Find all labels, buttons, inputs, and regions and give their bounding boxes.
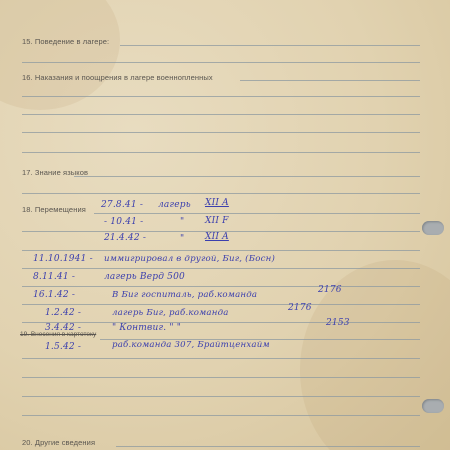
transfer-place: лагерь	[158, 200, 191, 210]
transfer-date: - 10.41 -	[104, 217, 144, 227]
entry-text: В Биг госпиталь, раб.команда	[112, 290, 258, 300]
form-line	[22, 322, 420, 323]
form-line	[22, 62, 420, 63]
entry-text: раб.команда 307, Брайтценхайм	[112, 340, 270, 350]
field-17-label: 17. Знание языков	[22, 168, 89, 177]
transfer-date: 27.8.41 -	[101, 200, 144, 210]
field-16-label: 16. Наказания и поощрения в лагере военнопленных	[22, 73, 213, 82]
form-line	[22, 268, 420, 269]
transfer-place: "	[180, 234, 185, 244]
form-line	[22, 114, 420, 115]
form-line	[22, 396, 420, 397]
transfer-camp: XII A	[205, 232, 229, 242]
form-line	[22, 250, 420, 251]
entry-date: 3.4.42 -	[45, 323, 82, 333]
form-line	[22, 304, 420, 305]
entry-text: иммигрировал в другой, Биг, (Босн)	[104, 254, 276, 264]
entry-number: 2176	[288, 303, 312, 313]
entry-date: 1.2.42 -	[45, 308, 82, 318]
entry-date: 16.1.42 -	[33, 290, 76, 300]
form-line	[22, 358, 420, 359]
entry-text: лагерь Биг, раб.команда	[112, 308, 229, 318]
entry-date: 11.10.1941 -	[33, 254, 93, 264]
form-line	[74, 176, 420, 177]
transfer-date: 21.4.42 -	[104, 233, 147, 243]
entry-number: 2176	[318, 285, 342, 295]
entry-number: 2153	[326, 318, 350, 328]
entry-date: 1.5.42 -	[45, 342, 82, 352]
paper-stain	[0, 0, 120, 110]
entry-date: 8.11.41 -	[33, 272, 76, 282]
field-19-label: 19. Внесения в картотеку	[20, 331, 97, 338]
form-line	[240, 80, 420, 81]
transfer-place: "	[180, 217, 185, 227]
form-line	[22, 132, 420, 133]
form-line	[116, 446, 420, 447]
form-line	[22, 152, 420, 153]
form-line	[22, 415, 420, 416]
form-line	[22, 377, 420, 378]
transfer-camp: XII F	[205, 216, 229, 226]
entry-text: " Контвиг. " "	[112, 323, 182, 333]
field-18-label: 18. Перемещения	[22, 205, 86, 214]
form-line	[22, 96, 420, 97]
form-line	[22, 286, 420, 287]
binder-hole	[422, 221, 444, 235]
entry-text: лагерь Верд 500	[104, 272, 185, 282]
form-line	[94, 213, 420, 214]
field-20-label: 20. Другие сведения	[22, 438, 96, 447]
form-line	[22, 193, 420, 194]
binder-hole	[422, 399, 444, 413]
form-line	[120, 45, 420, 46]
field-15-label: 15. Поведение в лагере:	[22, 37, 110, 46]
transfer-camp: XII A	[205, 198, 229, 208]
